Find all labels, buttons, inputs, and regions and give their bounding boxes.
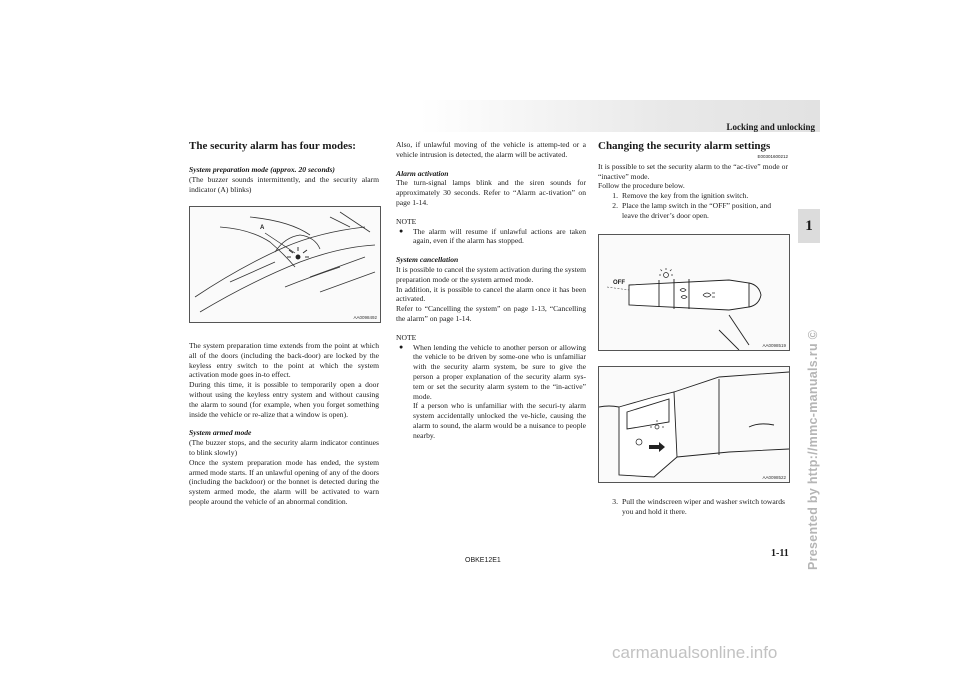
- paragraph: During this time, it is possible to temporarily open a door without using the keyless entry system and without causing the alarm to sound (for example, when you forget something inside the vehicle or re-alize that a window is open).: [189, 380, 379, 419]
- note-text: If a person who is unfamiliar with the securi-ty alarm system accidentally unlocked the ve-hicle, causing the alarm to sound, the alarm would be a nuisance to people nearby.: [413, 401, 586, 440]
- section-heading: The security alarm has four modes:: [189, 140, 356, 152]
- paragraph: It is possible to cancel the system activation during the system preparation mode or the system armed mode.: [396, 264, 586, 284]
- figure-code: AA0098519: [762, 343, 786, 348]
- right-column-lower: [598, 497, 788, 517]
- watermark: [790, 270, 820, 570]
- section-header: Locking and unlocking: [726, 122, 815, 132]
- lamp-switch-illustration: [599, 235, 789, 350]
- door-illustration: [599, 367, 789, 482]
- note-heading: NOTE: [396, 332, 417, 342]
- settings-heading: Changing the security alarm settings: [598, 140, 771, 152]
- dashboard-illustration: [190, 207, 380, 322]
- bullet-icon: ●: [399, 226, 404, 235]
- off-label: OFF: [613, 280, 625, 286]
- page-number: 1-11: [771, 548, 789, 559]
- note-text: The alarm will resume if unlawful actions are taken again, even if the alarm has stopped.: [413, 226, 586, 246]
- paragraph: Follow the procedure below.: [598, 181, 685, 191]
- paragraph: It is possible to set the security alarm to the “ac-tive” mode or “inactive” mode.: [598, 161, 788, 181]
- section-code: E00301600212: [757, 154, 788, 159]
- watermark-text: Presented by http://mmc-manuals.ru ©: [806, 329, 820, 570]
- paragraph: Refer to “Cancelling the system” on page 1-13, “Cancelling the alarm” on page 1-14.: [396, 304, 586, 323]
- paragraph: Once the system preparation mode has ended, the system armed mode starts. If an unlawful opening of any of the doors (including the backdoor) or the bonnet is detected during the system armed mode, the alarm will be activated to warn people around the vehicle of an abnormal condition.: [189, 457, 379, 506]
- step-text: Pull the windscreen wiper and washer switch towards you and hold it there.: [622, 497, 786, 516]
- paragraph: The system preparation time extends from the point at which all of the doors (including the back-door) are locked by the keyless entry switch to the point at which the system activation mode goes in-to effect.: [189, 341, 379, 380]
- note-heading: NOTE: [396, 216, 417, 226]
- step-number: 3.: [612, 497, 618, 506]
- headlamp-icon: [659, 268, 673, 278]
- step-number: 2.: [612, 200, 618, 210]
- mode1-text: (The buzzer sounds intermittently, and the security alarm indicator (A) blinks): [189, 174, 379, 194]
- site-watermark[interactable]: carmanualsonline.info: [612, 643, 778, 662]
- indicator-label: A: [260, 225, 265, 231]
- left-column-lower: [189, 341, 379, 507]
- bullet-icon: ●: [399, 342, 404, 351]
- system-cancellation-title: System cancellation: [396, 255, 459, 265]
- middle-column: [396, 140, 586, 441]
- step-number: 1.: [612, 191, 618, 201]
- paragraph: The turn-signal lamps blink and the siren sounds for approximately 30 seconds. Refer to “Alarm ac-tivation” on page 1-14.: [396, 178, 586, 207]
- blink-icon: [287, 247, 309, 259]
- mode1-title: System preparation mode (approx. 20 seconds): [189, 165, 335, 174]
- paragraph: (The buzzer stops, and the security alarm indicator continues to blink slowly): [189, 438, 379, 457]
- step-text: Place the lamp switch in the “OFF” position, and leave the driver’s door open.: [622, 200, 772, 220]
- door-open-figure: [598, 366, 790, 483]
- paragraph: In addition, it is possible to cancel the alarm once it has been activated.: [396, 284, 586, 304]
- left-column: [189, 140, 379, 194]
- document-code: OBKE12E1: [465, 557, 501, 564]
- step-text: Remove the key from the ignition switch.: [622, 191, 749, 201]
- paragraph: Also, if unlawful moving of the vehicle is attemp-ted or a vehicle intrusion is detected, the alarm will be activated.: [396, 140, 586, 159]
- callout-line: [265, 233, 295, 253]
- right-column: [598, 140, 788, 221]
- note-text: When lending the vehicle to another person or allowing the vehicle to be driven by some-one who is unfamiliar with the security alarm system, be sure to give the person a proper explanation of the security alarm sys-tem or set the security alarm system to the “in-active” mode.: [413, 342, 586, 401]
- chapter-tab: 1: [798, 209, 820, 243]
- alarm-indicator-figure: [189, 206, 381, 323]
- mode2-title: System armed mode: [189, 428, 252, 438]
- alarm-activation-title: Alarm activation: [396, 168, 449, 178]
- lamp-switch-figure: [598, 234, 790, 351]
- figure-code: AA0098522: [762, 475, 786, 480]
- figure-code: AA0098492: [353, 315, 377, 320]
